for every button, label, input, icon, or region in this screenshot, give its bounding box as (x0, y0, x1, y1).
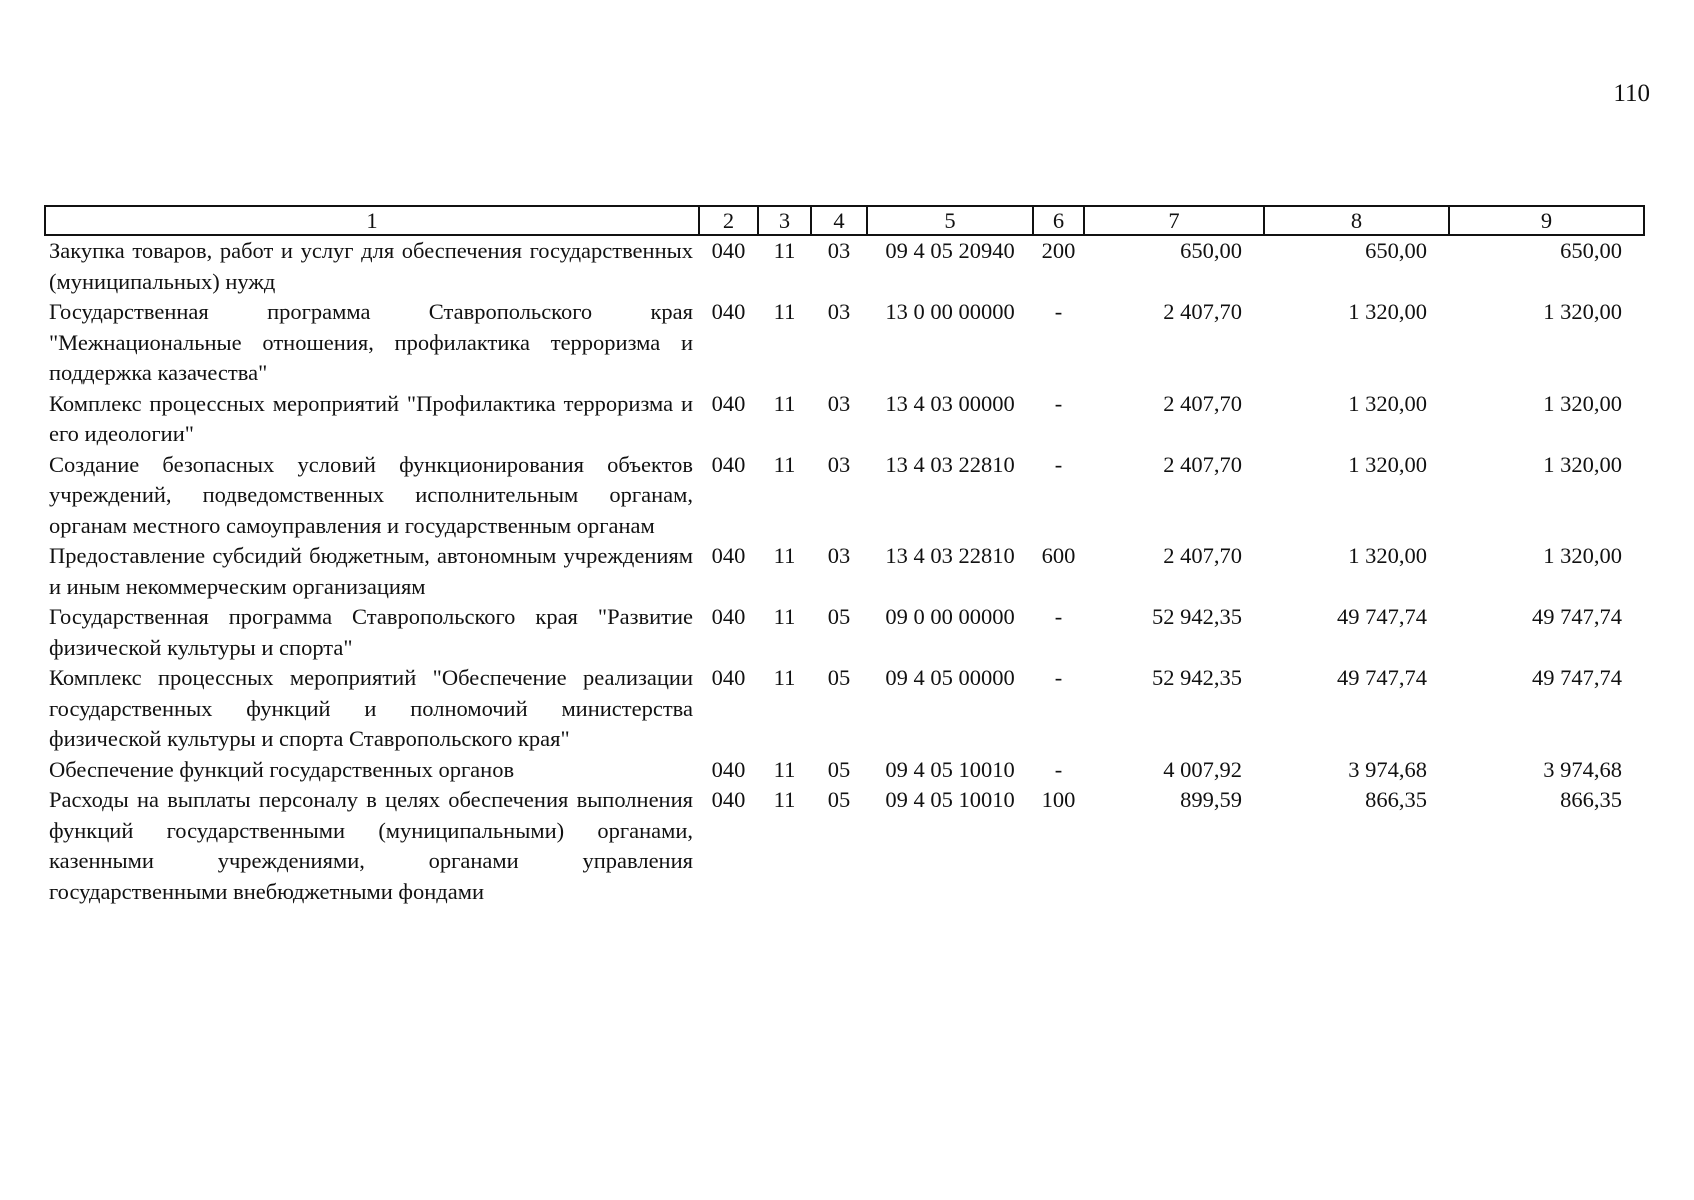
row-col-5: 09 4 05 10010 (885, 787, 1015, 812)
row-col-6: - (1054, 299, 1063, 324)
row-col-9: 49 747,74 (1532, 604, 1622, 629)
row-col-6: 200 (1041, 238, 1076, 263)
row-col-7: 2 407,70 (1163, 299, 1242, 324)
row-name: Создание безопасных условий функционирования объектов учреждений, подведомственных исполнительным органам, органам местного самоуправления и государственным органам (49, 451, 693, 538)
table-row (45, 755, 1644, 786)
row-col-2: 040 (711, 390, 746, 416)
row-col-3: 11 (773, 299, 796, 324)
row-col-9: 1 320,00 (1543, 299, 1622, 324)
row-col-7: 52 942,35 (1152, 665, 1242, 690)
table-row (45, 389, 1644, 450)
row-col-4: 05 (827, 604, 851, 629)
row-col-6: 100 (1041, 787, 1076, 812)
row-name: Комплекс процессных мероприятий "Профилактика терроризма и его идеологии" (49, 390, 693, 446)
row-col-4: 03 (827, 451, 851, 477)
header-col-2: 2 (699, 206, 758, 235)
header-row (45, 206, 1644, 235)
table-row (45, 235, 1644, 297)
table-body (45, 235, 1644, 907)
table-row (45, 450, 1644, 542)
row-col-6: - (1054, 390, 1063, 416)
row-col-5: 09 4 05 10010 (885, 756, 1015, 782)
row-col-3: 11 (773, 390, 796, 416)
row-col-4: 03 (827, 299, 851, 324)
row-col-7: 52 942,35 (1152, 604, 1242, 629)
page-number: 110 (1613, 80, 1650, 107)
row-col-2: 040 (711, 299, 746, 324)
row-col-5: 09 0 00 00000 (885, 604, 1015, 629)
row-name: Комплекс процессных мероприятий "Обеспечение реализации государственных функций и полномочий министерства физической культуры и спорта Ставропольского края" (49, 665, 693, 751)
header-col-6: 6 (1033, 206, 1084, 235)
row-col-8: 3 974,68 (1348, 756, 1427, 782)
row-col-7: 2 407,70 (1163, 543, 1242, 568)
row-col-9: 1 320,00 (1543, 451, 1622, 477)
row-col-2: 040 (711, 451, 746, 477)
row-col-6: - (1054, 604, 1063, 629)
row-col-4: 05 (827, 787, 851, 812)
header-col-8: 8 (1264, 206, 1449, 235)
row-name: Государственная программа Ставропольского края "Развитие физической культуры и спорта" (49, 604, 693, 660)
row-col-6: - (1054, 451, 1063, 477)
table-row (45, 602, 1644, 663)
row-col-8: 866,35 (1365, 787, 1427, 812)
row-name: Государственная программа Ставропольского края "Межнациональные отношения, профилактика терроризма и поддержка казачества" (49, 299, 693, 385)
row-name: Предоставление субсидий бюджетным, автономным учреждениям и иным некоммерческим организациям (49, 543, 693, 599)
header-col-7: 7 (1084, 206, 1264, 235)
table-header (45, 206, 1644, 235)
row-col-7: 899,59 (1180, 787, 1242, 812)
row-col-3: 11 (773, 756, 796, 782)
row-col-8: 1 320,00 (1348, 543, 1427, 568)
row-col-2: 040 (711, 543, 746, 568)
row-col-3: 11 (773, 604, 796, 629)
row-col-9: 3 974,68 (1543, 756, 1622, 782)
table-row (45, 785, 1644, 907)
row-col-9: 650,00 (1560, 238, 1622, 263)
row-col-7: 4 007,92 (1163, 756, 1242, 782)
row-col-8: 650,00 (1365, 238, 1427, 263)
row-col-5: 13 4 03 22810 (885, 543, 1015, 568)
row-col-5: 13 0 00 00000 (885, 299, 1015, 324)
row-name: Расходы на выплаты персоналу в целях обеспечения выполнения функций государственными (муниципальными) органами, казенными учреждениями, органами управления государственными внебюджетными фондами (49, 787, 693, 904)
row-col-4: 03 (827, 238, 851, 263)
row-col-7: 2 407,70 (1163, 390, 1242, 416)
row-col-4: 03 (827, 390, 851, 416)
row-col-4: 05 (827, 665, 851, 690)
header-col-4: 4 (811, 206, 867, 235)
header-col-5: 5 (867, 206, 1033, 235)
budget-table (44, 205, 1645, 907)
row-col-3: 11 (773, 451, 796, 477)
row-col-6: 600 (1041, 543, 1076, 568)
row-col-2: 040 (711, 787, 746, 812)
row-col-3: 11 (773, 787, 796, 812)
table-row (45, 541, 1644, 602)
row-col-3: 11 (773, 543, 796, 568)
row-col-9: 49 747,74 (1532, 665, 1622, 690)
row-col-9: 1 320,00 (1543, 543, 1622, 568)
row-col-8: 1 320,00 (1348, 390, 1427, 416)
row-col-8: 49 747,74 (1337, 604, 1427, 629)
row-col-8: 49 747,74 (1337, 665, 1427, 690)
header-col-1: 1 (45, 206, 699, 235)
row-col-5: 13 4 03 22810 (885, 451, 1015, 477)
row-col-2: 040 (711, 604, 746, 629)
row-col-8: 1 320,00 (1348, 451, 1427, 477)
table-row (45, 663, 1644, 755)
row-col-4: 05 (827, 756, 851, 782)
row-col-2: 040 (711, 238, 746, 263)
row-col-7: 2 407,70 (1163, 451, 1242, 477)
row-name: Обеспечение функций государственных органов (49, 756, 515, 782)
table-row (45, 297, 1644, 389)
row-col-2: 040 (711, 756, 746, 782)
row-col-5: 13 4 03 00000 (885, 390, 1015, 416)
row-col-5: 09 4 05 00000 (885, 665, 1015, 690)
row-name: Закупка товаров, работ и услуг для обеспечения государственных (муниципальных) нужд (49, 238, 693, 294)
row-col-7: 650,00 (1180, 238, 1242, 263)
row-col-3: 11 (773, 238, 796, 263)
header-col-9: 9 (1449, 206, 1644, 235)
row-col-6: - (1054, 756, 1063, 782)
row-col-3: 11 (773, 665, 796, 690)
row-col-5: 09 4 05 20940 (885, 238, 1015, 263)
row-col-9: 866,35 (1560, 787, 1622, 812)
row-col-8: 1 320,00 (1348, 299, 1427, 324)
row-col-6: - (1054, 665, 1063, 690)
row-col-2: 040 (711, 665, 746, 690)
header-col-3: 3 (758, 206, 811, 235)
row-col-4: 03 (827, 543, 851, 568)
row-col-9: 1 320,00 (1543, 390, 1622, 416)
